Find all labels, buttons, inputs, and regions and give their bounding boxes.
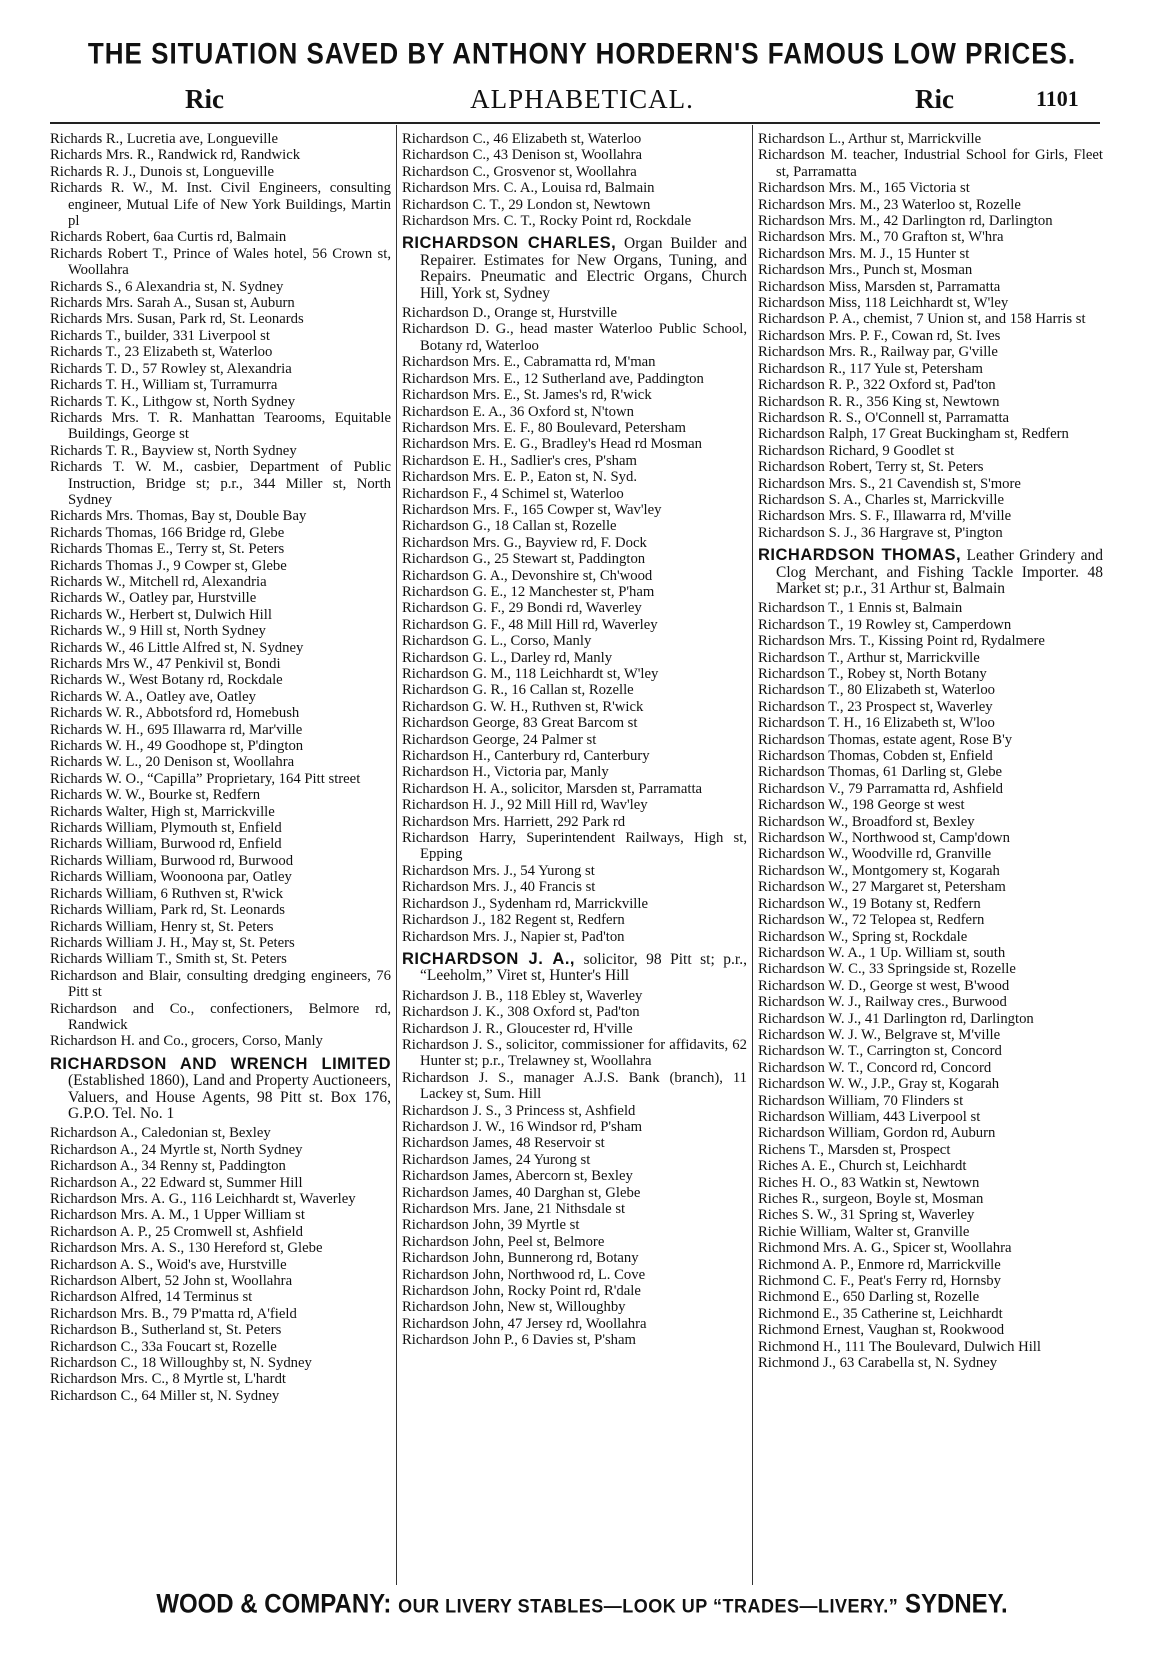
directory-entry: Richardson Miss, 118 Leichhardt st, W'ley	[758, 295, 1009, 312]
directory-entry: Richardson George, 24 Palmer st	[402, 731, 597, 748]
directory-entry: Richardson A., 24 Myrtle st, North Sydney	[50, 1141, 303, 1158]
directory-entry: Richardson L., Arthur st, Marrickville	[758, 131, 982, 147]
directory-entry: Richardson H. and Co., grocers, Corso, Manly	[50, 1033, 323, 1050]
directory-entry: Richardson H., Victoria par, Manly	[402, 764, 609, 781]
directory-entry: Richards T. K., Lithgow st, North Sydney	[50, 393, 296, 410]
directory-entry: Richmond E., 35 Catherine st, Leichhardt	[758, 1305, 1003, 1322]
directory-entry: Riches S. W., 31 Spring st, Waverley	[758, 1207, 975, 1224]
directory-entry: Richardson Mrs. R., Railway par, G'ville	[758, 344, 998, 361]
directory-entry: Richardson Albert, 52 John st, Woollahra	[50, 1273, 293, 1290]
directory-entry: Richardson H. J., 92 Mill Hill rd, Wav'ley	[402, 797, 648, 814]
directory-entry: Richardson Mrs. C. A., Louisa rd, Balmain	[402, 180, 655, 197]
footer-city: SYDNEY.	[904, 1589, 1008, 1620]
directory-entry: Richardson E. H., Sadlier's cres, P'sham	[402, 452, 637, 469]
directory-entry: Richardson V., 79 Parramatta rd, Ashfield	[758, 780, 1004, 797]
directory-entry: Richardson Mrs. F., 165 Cowper st, Wav'ley	[402, 501, 662, 518]
page-footer	[0, 1590, 1164, 1621]
directory-entry: Richardson Harry, Superintendent Railways, High st, Epping	[402, 830, 747, 863]
entry-bold-name: RICHARDSON J. A.,	[402, 949, 576, 968]
entry-bold-name: RICHARDSON AND WRENCH LIMITED	[50, 1054, 391, 1073]
directory-entry: Richmond A. P., Enmore rd, Marrickville	[758, 1256, 1001, 1273]
directory-entry: Richardson Mrs. A. S., 130 Hereford st, Glebe	[50, 1240, 323, 1257]
directory-entry: Richardson John, 39 Myrtle st	[402, 1217, 580, 1234]
directory-entry: Richardson G. M., 118 Leichhardt st, W'ley	[402, 666, 659, 682]
directory-entry: Richardson Mrs. M., 23 Waterloo st, Rozelle	[758, 196, 1021, 213]
directory-entry: Richardson G. E., 12 Manchester st, P'ham	[402, 583, 655, 600]
directory-entry: Richardson T., Robey st, North Botany	[758, 666, 987, 682]
directory-entry: Richardson C. T., 29 London st, Newtown	[402, 196, 651, 213]
directory-entry: Richards Robert T., Prince of Wales hotel, 56 Crown st, Woollahra	[50, 245, 391, 279]
directory-entry: Richardson D. G., head master Waterloo Public School, Botany rd, Waterloo	[402, 321, 747, 354]
directory-entry: Richardson W., 198 George st west	[758, 797, 965, 814]
directory-entry: Richardson Mrs. M., 70 Grafton st, W'hra	[758, 229, 1004, 246]
directory-entry: Richardson Mrs. M. J., 15 Hunter st	[758, 245, 970, 262]
directory-entry: Richards W. W., Bourke st, Redfern	[50, 787, 261, 804]
directory-entry: Richardson M. teacher, Industrial School for Girls, Fleet st, Parramatta	[758, 147, 1103, 180]
directory-entry: Richardson G. R., 16 Callan st, Rozelle	[402, 682, 634, 699]
directory-entry: Richards William, Plymouth st, Enfield	[50, 820, 282, 837]
directory-entry: Richards William, Burwood rd, Enfield	[50, 836, 282, 853]
directory-entry: Richardson R. R., 356 King st, Newtown	[758, 393, 1000, 410]
directory-entry: Richardson William, Gordon rd, Auburn	[758, 1125, 996, 1142]
directory-entry: Richardson Alfred, 14 Terminus st	[50, 1289, 253, 1306]
directory-entry: Richardson J. S., 3 Princess st, Ashfield	[402, 1102, 636, 1119]
directory-entry: Richardson W., 72 Telopea st, Redfern	[758, 912, 985, 929]
directory-entry: Richardson C., Grosvenor st, Woollahra	[402, 163, 637, 180]
directory-entry: Richardson G., 18 Callan st, Rozelle	[402, 518, 617, 535]
directory-entry: Richardson W., Montgomery st, Kogarah	[758, 862, 1000, 879]
directory-column-2	[402, 131, 747, 1349]
directory-entry: Richardson Richard, 9 Goodlet st	[758, 442, 955, 459]
directory-entry: Richardson Robert, Terry st, St. Peters	[758, 459, 984, 476]
directory-entry: Richardson R. S., O'Connell st, Parramatta	[758, 409, 1010, 426]
directory-entry: Richards W. O., “Capilla” Proprietary, 164 Pitt street	[50, 770, 361, 787]
directory-entry: Richardson Mrs. E. G., Bradley's Head rd Mosman	[402, 436, 703, 453]
directory-entry: Richardson J., 182 Regent st, Redfern	[402, 912, 625, 929]
directory-entry: Richards Mrs. T. R. Manhattan Tearooms, Equitable Buildings, George st	[50, 409, 391, 443]
directory-column-3	[758, 131, 1103, 1371]
directory-entry: Richardson Mrs. P. F., Cowan rd, St. Ives	[758, 327, 1001, 344]
directory-entry: Richardson James, 24 Yurong st	[402, 1151, 591, 1168]
directory-entry: Richards Mrs. Thomas, Bay st, Double Bay	[50, 508, 307, 525]
header-center: ALPHABETICAL.	[470, 84, 694, 114]
directory-entry: Richardson A., 22 Edward st, Summer Hill	[50, 1174, 303, 1191]
directory-entry: Richards Thomas J., 9 Cowper st, Glebe	[50, 557, 287, 574]
directory-entry: Richards R. W., M. Inst. Civil Engineers, consulting engineer, Mutual Life of New York Buildings, Martin pl	[50, 180, 391, 230]
directory-entry: Richmond H., 111 The Boulevard, Dulwich Hill	[758, 1338, 1041, 1355]
directory-column-1	[50, 131, 391, 1404]
directory-entry: Richardson Mrs. E., 12 Sutherland ave, Paddington	[402, 370, 704, 387]
directory-entry: Richards Walter, High st, Marrickville	[50, 803, 275, 820]
directory-entry: Richardson S. J., 36 Hargrave st, P'ington	[758, 524, 1003, 541]
directory-entry: Richardson James, Abercorn st, Bexley	[402, 1168, 633, 1185]
entry-details: Leather Grindery and Clog Merchant, and Fishing Tackle Importer. 48 Market st; p.r., 31 Arthur st, Balmain	[776, 547, 1103, 597]
directory-entry: Richardson Mrs. E., St. James's rd, R'wick	[402, 387, 652, 404]
directory-entry: Richardson G. W. H., Ruthven st, R'wick	[402, 698, 644, 715]
directory-entry: Richardson H. A., solicitor, Marsden st, Parramatta	[402, 780, 703, 797]
directory-entry: Richards W., Mitchell rd, Alexandria	[50, 573, 267, 590]
directory-entry: Richardson R., 117 Yule st, Petersham	[758, 360, 983, 377]
directory-entry: Richardson W. W., J.P., Gray st, Kogarah	[758, 1076, 1000, 1093]
directory-entry: Richards Thomas E., Terry st, St. Peters	[50, 541, 285, 558]
directory-entry: Richens T., Marsden st, Prospect	[758, 1141, 951, 1158]
header-right: Ric	[915, 84, 954, 114]
directory-entry: Richardson W., Broadford st, Bexley	[758, 813, 975, 830]
directory-entry: Richardson George, 83 Great Barcom st	[402, 715, 638, 732]
directory-entry: Richardson Ralph, 17 Great Buckingham st, Redfern	[758, 426, 1069, 443]
directory-entry: Richardson S. A., Charles st, Marrickville	[758, 491, 1004, 508]
directory-entry: Richardson W., Woodville rd, Granville	[758, 846, 992, 863]
directory-entry: Richardson T., 23 Prospect st, Waverley	[758, 698, 993, 715]
directory-entry: Richardson E. A., 36 Oxford st, N'town	[402, 403, 634, 420]
directory-entry: Richardson C., 43 Denison st, Woollahra	[402, 147, 643, 164]
directory-entry	[758, 547, 1103, 597]
directory-entry: Richards T. W. M., casbier, Department of Public Instruction, Bridge st; p.r., 344 Miller st, North Sydney	[50, 459, 391, 508]
directory-entry: Richards W. L., 20 Denison st, Woollahra	[50, 754, 295, 771]
directory-entry	[402, 951, 747, 985]
directory-entry: Richards William, 6 Ruthven st, R'wick	[50, 885, 284, 902]
directory-entry: Richardson William, 70 Flinders st	[758, 1092, 964, 1109]
directory-entry: Richardson Mrs. T., Kissing Point rd, Rydalmere	[758, 633, 1045, 650]
directory-entry: Richardson G., 25 Stewart st, Paddington	[402, 551, 646, 568]
directory-entry: Richardson R. P., 322 Oxford st, Pad'ton	[758, 377, 996, 394]
directory-entry: Richards William, Woonoona par, Oatley	[50, 869, 292, 886]
directory-entry: Richardson A. S., Woid's ave, Hurstville	[50, 1256, 287, 1273]
running-header	[0, 84, 1164, 120]
directory-entry: Richardson B., Sutherland st, St. Peters	[50, 1322, 282, 1339]
directory-entry: Richards W., 46 Little Alfred st, N. Sydney	[50, 639, 304, 656]
directory-entry: Richie William, Walter st, Granville	[758, 1223, 970, 1240]
directory-entry: Richardson C., 64 Miller st, N. Sydney	[50, 1387, 280, 1404]
directory-entry: Richardson J., Sydenham rd, Marrickville	[402, 895, 648, 912]
column-divider	[752, 125, 753, 1585]
directory-entry: Richardson G. L., Darley rd, Manly	[402, 649, 613, 666]
footer-lead: WOOD & COMPANY:	[156, 1589, 392, 1620]
directory-entry: Richardson Thomas, 61 Darling st, Glebe	[758, 764, 1003, 781]
directory-entry: Richmond Ernest, Vaughan st, Rookwood	[758, 1322, 1005, 1339]
directory-entry: Richardson and Blair, consulting dredging engineers, 76 Pitt st	[50, 967, 391, 1001]
directory-entry: Richardson J. S., manager A.J.S. Bank (branch), 11 Lackey st, Sum. Hill	[402, 1069, 747, 1103]
directory-entry: Richmond E., 650 Darling st, Rozelle	[758, 1289, 980, 1306]
directory-entry: Richardson James, 48 Reservoir st	[402, 1135, 605, 1152]
directory-entry: Richardson W. C., 33 Springside st, Rozelle	[758, 961, 1016, 978]
directory-entry: Richardson John, New st, Willoughby	[402, 1299, 626, 1316]
directory-entry: Richards William J. H., May st, St. Peters	[50, 934, 295, 951]
directory-entry: Richardson Mrs. M., 165 Victoria st	[758, 180, 970, 197]
directory-entry: Richardson Mrs., Punch st, Mosman	[758, 262, 973, 279]
directory-entry: Richardson W. D., George st west, B'wood	[758, 977, 1010, 994]
directory-entry: Richards W., West Botany rd, Rockdale	[50, 672, 283, 689]
directory-entry: Richardson G. F., 48 Mill Hill rd, Waverley	[402, 616, 658, 633]
directory-entry: Richards William, Henry st, St. Peters	[50, 918, 274, 935]
directory-entry: Richardson W., 27 Margaret st, Petersham	[758, 879, 1006, 896]
directory-entry: Richardson J. K., 308 Oxford st, Pad'ton	[402, 1004, 640, 1021]
directory-entry	[402, 235, 747, 302]
directory-entry: Richardson William, 443 Liverpool st	[758, 1108, 981, 1125]
directory-entry: Richardson J. R., Gloucester rd, H'ville	[402, 1020, 633, 1037]
directory-entry: Richardson T., 19 Rowley st, Camperdown	[758, 616, 1012, 633]
directory-entry: Richardson F., 4 Schimel st, Waterloo	[402, 485, 624, 502]
directory-entry: Richards W., 9 Hill st, North Sydney	[50, 623, 266, 640]
directory-entry: Richardson G. F., 29 Bondi rd, Waverley	[402, 600, 642, 617]
directory-entry: Richards Mrs. Susan, Park rd, St. Leonards	[50, 311, 304, 328]
directory-entry: Richardson T., 1 Ennis st, Balmain	[758, 600, 963, 617]
directory-entry: Richardson W. J., Railway cres., Burwood	[758, 994, 1007, 1011]
directory-entry: Richardson Mrs. J., 54 Yurong st	[402, 862, 595, 879]
directory-entry: Richardson W. J., 41 Darlington rd, Darlington	[758, 1010, 1034, 1027]
directory-entry: Richardson Mrs. C. T., Rocky Point rd, Rockdale	[402, 213, 692, 230]
directory-entry: Richardson Mrs. G., Bayview rd, F. Dock	[402, 534, 647, 551]
directory-entry: Richardson P. A., chemist, 7 Union st, and 158 Harris st	[758, 311, 1086, 328]
directory-entry: Richmond C. F., Peat's Ferry rd, Hornsby	[758, 1273, 1001, 1290]
directory-entry: Richardson W. J. W., Belgrave st, M'ville	[758, 1026, 1001, 1043]
directory-entry: Richardson and Co., confectioners, Belmore rd, Randwick	[50, 1000, 391, 1033]
header-rule	[50, 122, 1100, 124]
directory-entry: Richardson John P., 6 Davies st, P'sham	[402, 1332, 636, 1349]
directory-entry: Richardson Mrs. M., 42 Darlington rd, Darlington	[758, 213, 1053, 230]
directory-entry: Richardson Mrs. E., Cabramatta rd, M'man	[402, 354, 656, 371]
directory-entry: Richardson John, Bunnerong rd, Botany	[402, 1250, 639, 1267]
directory-entry: Richards R., Lucretia ave, Longueville	[50, 131, 278, 147]
directory-entry: Richards William, Burwood rd, Burwood	[50, 852, 294, 869]
directory-entry: Richardson J. W., 16 Windsor rd, P'sham	[402, 1118, 643, 1135]
directory-entry: Richardson Miss, Marsden st, Parramatta	[758, 278, 1001, 295]
page-number: 1101	[1036, 86, 1079, 111]
page-banner: THE SITUATION SAVED BY ANTHONY HORDERN'S FAMOUS LOW PRICES.	[87, 35, 1077, 71]
footer-middle: OUR LIVERY STABLES—LOOK UP “TRADES—LIVERY.”	[398, 1595, 899, 1618]
directory-entry: Richardson W., Northwood st, Camp'down	[758, 830, 1010, 847]
directory-entry: Richardson W. T., Carrington st, Concord	[758, 1043, 1002, 1060]
directory-entry: Richards W. R., Abbotsford rd, Homebush	[50, 705, 300, 722]
directory-entry: Richardson John, 47 Jersey rd, Woollahra	[402, 1315, 647, 1332]
directory-entry: Richardson C., 33a Foucart st, Rozelle	[50, 1338, 277, 1355]
directory-entry: Richardson A., Caledonian st, Bexley	[50, 1125, 271, 1142]
directory-entry: Richards W. H., 695 Illawarra rd, Mar'ville	[50, 721, 303, 738]
directory-entry: Richardson W. A., 1 Up. William st, south	[758, 944, 1006, 961]
directory-entry: Richardson Thomas, Cobden st, Enfield	[758, 748, 993, 765]
entry-details: Organ Builder and Repairer. Estimates for New Organs, Tuning, and Repairs. Pneumatic and Electric Organs, Church Hill, York st, Sydney	[420, 235, 747, 302]
directory-entry: Richards W., Herbert st, Dulwich Hill	[50, 606, 272, 623]
directory-entry: Richardson W., 19 Botany st, Redfern	[758, 895, 981, 912]
entry-bold-name: RICHARDSON CHARLES,	[402, 234, 617, 253]
directory-entry: Riches A. E., Church st, Leichhardt	[758, 1158, 967, 1175]
directory-entry: Richards William T., Smith st, St. Peters	[50, 951, 287, 968]
directory-entry: Richardson Mrs. A. M., 1 Upper William st	[50, 1207, 305, 1224]
directory-entry: Riches H. O., 83 Watkin st, Newtown	[758, 1174, 980, 1191]
directory-entry: Richardson Mrs. E. F., 80 Boulevard, Petersham	[402, 419, 686, 436]
directory-entry: Richmond J., 63 Carabella st, N. Sydney	[758, 1355, 998, 1372]
directory-entry: Richardson Mrs. C., 8 Myrtle st, L'hardt	[50, 1371, 286, 1388]
directory-entry: Richards S., 6 Alexandria st, N. Sydney	[50, 278, 284, 295]
directory-entry: Richardson J. S., solicitor, commissioner for affidavits, 62 Hunter st; p.r., Trelawney st, Woollahra	[402, 1036, 747, 1070]
directory-entry	[50, 1056, 391, 1123]
directory-entry: Richardson Thomas, estate agent, Rose B'y	[758, 731, 1013, 748]
entry-details: (Established 1860), Land and Property Auctioneers, Valuers, and House Agents, 98 Pitt st. Box 176, G.P.O. Tel. No. 1	[68, 1072, 391, 1122]
directory-entry: Richards T., 23 Elizabeth st, Waterloo	[50, 344, 273, 361]
directory-entry: Richardson W., Spring st, Rockdale	[758, 928, 968, 945]
directory-entry: Richardson Mrs. Jane, 21 Nithsdale st	[402, 1201, 626, 1217]
directory-entry: Riches R., surgeon, Boyle st, Mosman	[758, 1191, 984, 1207]
directory-entry: Richardson Mrs. A. G., 116 Leichhardt st, Waverley	[50, 1191, 356, 1207]
directory-entry: Richards Mrs. Sarah A., Susan st, Auburn	[50, 295, 295, 312]
directory-entry: Richardson A. P., 25 Cromwell st, Ashfield	[50, 1223, 303, 1240]
directory-entry: Richards T. R., Bayview st, North Sydney	[50, 442, 297, 459]
directory-entry: Richardson John, Rocky Point rd, R'dale	[402, 1283, 641, 1300]
entry-bold-name: RICHARDSON THOMAS,	[758, 546, 962, 565]
directory-entry: Richards T. D., 57 Rowley st, Alexandria	[50, 360, 292, 377]
directory-entry: Richardson C., 18 Willoughby st, N. Sydney	[50, 1355, 312, 1372]
directory-entry: Richardson John, Peel st, Belmore	[402, 1233, 605, 1250]
directory-entry: Richardson H., Canterbury rd, Canterbury	[402, 748, 650, 765]
directory-entry: Richardson D., Orange st, Hurstville	[402, 305, 617, 322]
directory-entry: Richards R. J., Dunois st, Longueville	[50, 163, 274, 180]
entry-details: solicitor, 98 Pitt st; p.r., “Leeholm,” Viret st, Hunter's Hill	[420, 950, 747, 985]
directory-entry: Richardson Mrs. E. P., Eaton st, N. Syd.	[402, 469, 637, 486]
directory-entry: Richardson W. T., Concord rd, Concord	[758, 1059, 992, 1076]
directory-entry: Richards Robert, 6aa Curtis rd, Balmain	[50, 229, 287, 246]
directory-entry: Richardson Mrs. J., Napier st, Pad'ton	[402, 928, 625, 945]
directory-entry: Richards William, Park rd, St. Leonards	[50, 902, 285, 919]
directory-entry: Richards T. H., William st, Turramurra	[50, 377, 278, 394]
directory-entry: Richards W., Oatley par, Hurstville	[50, 590, 257, 607]
directory-entry: Richardson Mrs. S. F., Illawarra rd, M'ville	[758, 508, 1012, 525]
directory-entry: Richardson James, 40 Darghan st, Glebe	[402, 1184, 641, 1201]
directory-entry: Richmond Mrs. A. G., Spicer st, Woollahra	[758, 1240, 1012, 1257]
directory-entry: Richardson Mrs. B., 79 P'matta rd, A'field	[50, 1305, 297, 1322]
directory-entry: Richardson T. H., 16 Elizabeth st, W'loo	[758, 715, 995, 732]
directory-entry: Richards W. A., Oatley ave, Oatley	[50, 688, 256, 705]
directory-entry: Richardson G. L., Corso, Manly	[402, 633, 592, 650]
directory-entry: Richardson T., Arthur st, Marrickville	[758, 649, 980, 666]
directory-entry: Richards Mrs. R., Randwick rd, Randwick	[50, 147, 301, 164]
directory-entry: Richards W. H., 49 Goodhope st, P'dington	[50, 738, 304, 755]
directory-entry: Richards Thomas, 166 Bridge rd, Glebe	[50, 524, 285, 541]
directory-entry: Richardson T., 80 Elizabeth st, Waterloo	[758, 682, 996, 699]
directory-entry: Richardson Mrs. S., 21 Cavendish st, S'more	[758, 475, 1021, 492]
header-left: Ric	[185, 84, 224, 114]
directory-entry: Richardson J. B., 118 Ebley st, Waverley	[402, 987, 643, 1004]
column-divider	[396, 125, 397, 1585]
directory-entry: Richardson C., 46 Elizabeth st, Waterloo	[402, 131, 642, 147]
directory-entry: Richards T., builder, 331 Liverpool st	[50, 327, 270, 344]
directory-entry: Richardson G. A., Devonshire st, Ch'wood	[402, 567, 653, 584]
directory-entry: Richardson A., 34 Renny st, Paddington	[50, 1158, 286, 1175]
directory-entry: Richardson Mrs. J., 40 Francis st	[402, 879, 596, 896]
directory-entry: Richardson Mrs. Harriett, 292 Park rd	[402, 813, 626, 830]
directory-entry: Richards Mrs W., 47 Penkivil st, Bondi	[50, 656, 281, 672]
directory-entry: Richardson John, Northwood rd, L. Cove	[402, 1266, 646, 1283]
